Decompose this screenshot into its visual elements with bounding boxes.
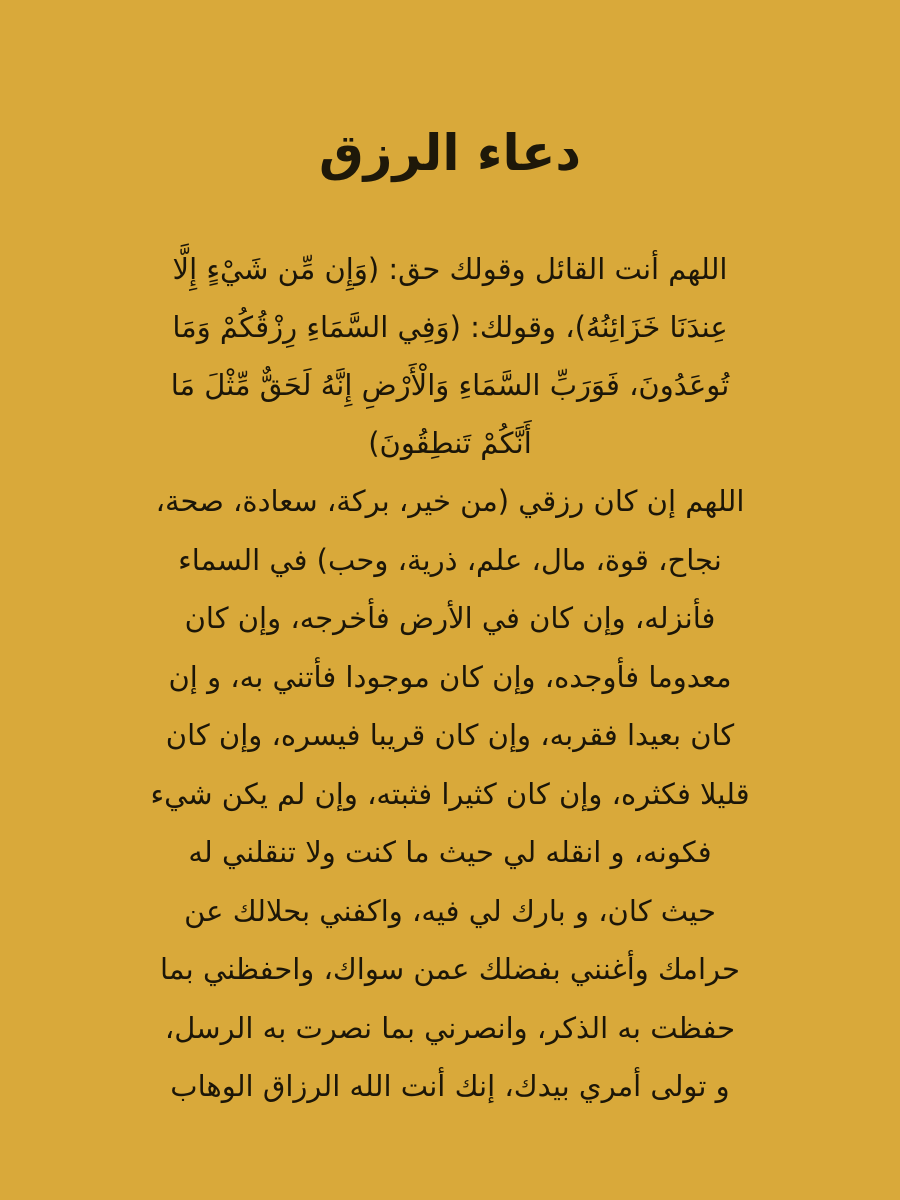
dua-line: معدوما فأوجده، وإن كان موجودا فأتني به، و إن [168, 659, 732, 694]
dua-body [60, 240, 840, 1116]
dua-line: فأنزله، وإن كان في الأرض فأخرجه، وإن كان [184, 601, 716, 635]
quran-verse-paragraph [60, 240, 840, 472]
supplication-paragraph [60, 472, 840, 1116]
verse-line: اللهم أنت القائل وقولك حق: (وَإِن مِّن شَيْءٍ إِلَّا [172, 252, 728, 286]
dua-line: نجاح، قوة، مال، علم، ذرية، وحب) في السماء [178, 542, 722, 577]
dua-line: كان بعيدا فقربه، وإن كان قريبا فيسره، وإن كان [165, 718, 735, 752]
dua-line: حرامك وأغنني بفضلك عمن سواك، واحفظني بما [160, 952, 740, 986]
dua-line: حفظت به الذكر، وانصرني بما نصرت به الرسل، [164, 1010, 736, 1045]
dua-line: حيث كان، و بارك لي فيه، واكفني بحلالك عن [184, 893, 716, 928]
verse-line: أَنَّكُمْ تَنطِقُونَ) [368, 426, 532, 460]
dua-line: فكونه، و انقله لي حيث ما كنت ولا تنقلني له [188, 835, 712, 869]
dua-line: قليلا فكثره، وإن كان كثيرا فثبته، وإن لم يكن شيء [150, 776, 750, 811]
verse-line: تُوعَدُونَ، فَوَرَبِّ السَّمَاءِ وَالْأَرْضِ إِنَّهُ لَحَقٌّ مِّثْلَ مَا [170, 368, 730, 402]
verse-line: عِندَنَا خَزَائِنُهُ)، وقولك: (وَفِي السَّمَاءِ رِزْقُكُمْ وَمَا [172, 310, 728, 344]
dua-line: اللهم إن كان رزقي (من خير، بركة، سعادة، صحة، [155, 484, 745, 518]
dua-line: و تولى أمري بيدك، إنك أنت الله الرزاق الوهاب [170, 1069, 730, 1103]
page-title: دعاء الرزق [318, 124, 582, 182]
